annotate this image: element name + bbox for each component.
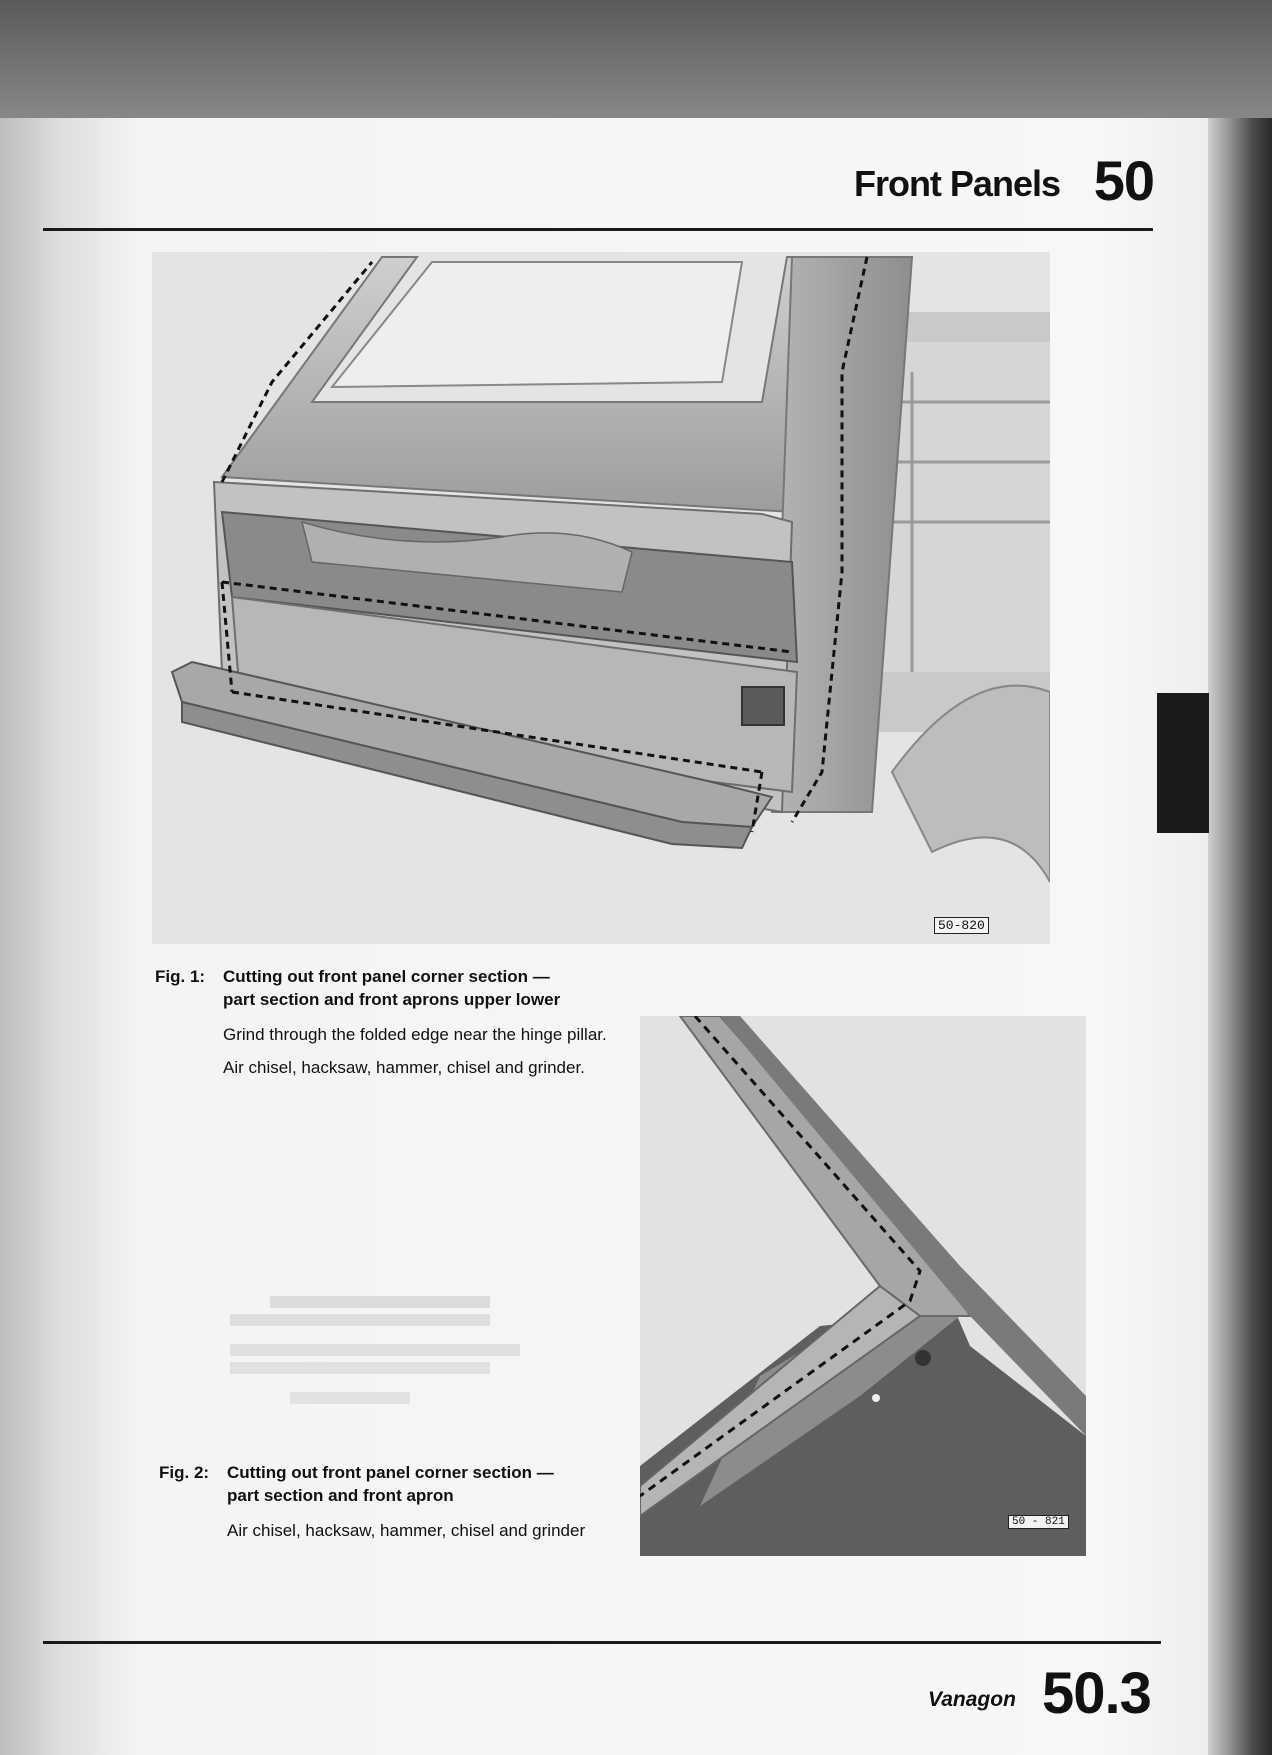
figure-2-label: Fig. 2: [159, 1463, 210, 1482]
section-number: 50 [1093, 149, 1154, 212]
figure-1-title-line2: part section and front aprons upper lower [223, 990, 561, 1009]
figure-2-title-line1: Cutting out front panel corner section — [227, 1463, 554, 1482]
section-title: Front Panels [853, 163, 1060, 204]
vehicle-front-illustration [152, 252, 1050, 944]
bleed-through-text [230, 1290, 530, 1440]
header-rule [43, 228, 1153, 231]
figure-1-code: 50-820 [934, 917, 989, 934]
figure-1-label: Fig. 1: [155, 967, 206, 986]
figure-2-title-line2: part section and front apron [227, 1486, 454, 1505]
scan-background [0, 0, 1272, 125]
figure-2-body-1: Air chisel, hacksaw, hammer, chisel and grinder [227, 1521, 586, 1540]
figure-1-body-1: Grind through the folded edge near the hinge pillar. [223, 1025, 607, 1044]
figure-1-caption [155, 965, 615, 1079]
pillar-corner-illustration [640, 1016, 1086, 1556]
figure-2-code: 50 - 821 [1008, 1515, 1069, 1529]
section-tab-marker [1157, 693, 1209, 833]
figure-2-photo [640, 1016, 1086, 1556]
footer-page-number: 50.3 [1042, 1661, 1151, 1726]
footer-model: Vanagon [928, 1688, 1016, 1711]
book-spine-edge [1208, 118, 1272, 1755]
figure-1-photo [152, 252, 1050, 944]
footer-rule [43, 1641, 1161, 1644]
figure-1-title-line1: Cutting out front panel corner section — [223, 967, 550, 986]
figure-1-body-2: Air chisel, hacksaw, hammer, chisel and grinder. [223, 1058, 585, 1077]
figure-2-caption [159, 1461, 599, 1542]
